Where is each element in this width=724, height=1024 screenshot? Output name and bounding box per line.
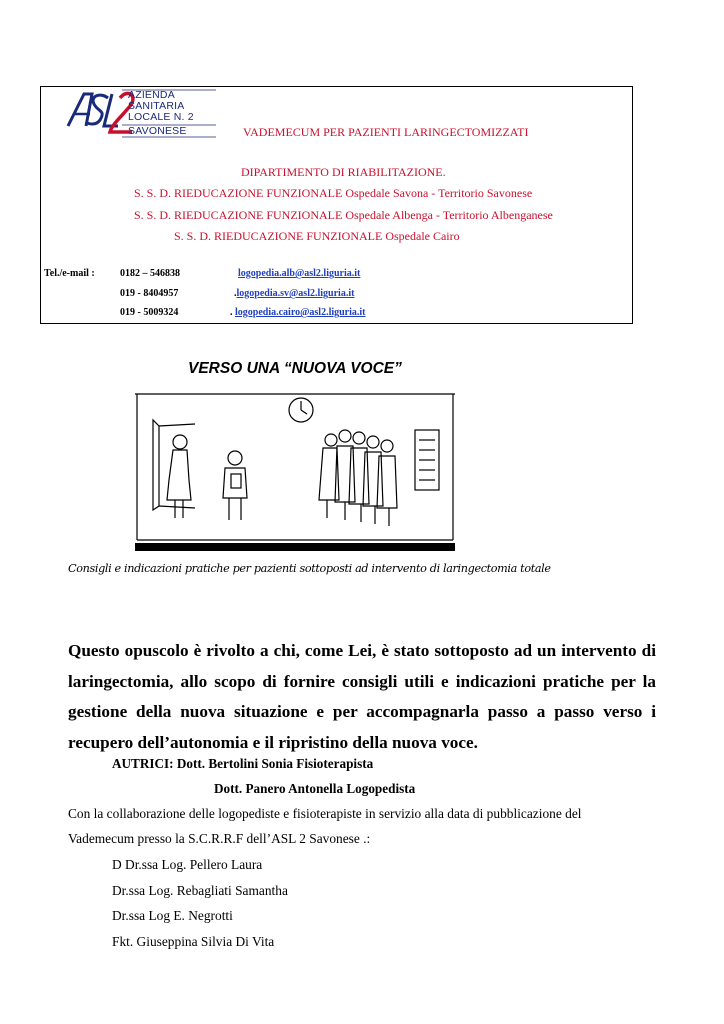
- phone-albenga: 0182 – 546838: [120, 268, 180, 279]
- staff-item: Fkt. Giuseppina Silvia Di Vita: [112, 934, 275, 949]
- page-title: VERSO UNA “NUOVA VOCE”: [188, 360, 402, 377]
- ssd-albenga: S. S. D. RIEDUCAZIONE FUNZIONALE Ospedale Albenga - Territorio Albenganese: [134, 208, 553, 222]
- logo-azienda: AZIENDA: [128, 89, 175, 101]
- staff-item: D Dr.ssa Log. Pellero Laura: [112, 857, 263, 872]
- ssd-savona: S. S. D. RIEDUCAZIONE FUNZIONALE Ospedale Savona - Territorio Savonese: [134, 186, 533, 200]
- asl2-logo: [66, 88, 216, 140]
- contacts-label: Tel./e-mail :: [44, 268, 95, 279]
- logo-savonese: SAVONESE: [128, 125, 187, 137]
- phone-cairo: 019 - 5009324: [120, 307, 179, 318]
- staff-item: Dr.ssa Log E. Negrotti: [112, 908, 233, 923]
- email-albenga-row: [238, 268, 360, 279]
- logo-locale: LOCALE N. 2: [128, 111, 194, 123]
- authors-line2: Dott. Panero Antonella Logopedista: [214, 781, 416, 796]
- authors-line1: AUTRICI: Dott. Bertolini Sonia Fisioterapista: [112, 756, 374, 771]
- collaboration-line2: Vademecum presso la S.C.R.R.F dell’ASL 2 Savonese .:: [68, 831, 371, 846]
- email-cairo-prefix: .: [230, 307, 235, 318]
- logo-sanitaria: SANITARIA: [128, 100, 185, 112]
- cartoon-illustration: [135, 390, 455, 552]
- email-cairo[interactable]: logopedia.cairo@asl2.liguria.it: [235, 307, 366, 318]
- intro-paragraph: Questo opuscolo è rivolto a chi, come Lei, è stato sottoposto ad un intervento di laringectomia, allo scopo di fornire consigli utili e indicazioni pratiche per la gestione della nuova situazione e per accompagnarla passo a passo verso i recupero dell’autonomia e il ripristino della nuova voce.: [68, 641, 656, 752]
- dipartimento: DIPARTIMENTO DI RIABILITAZIONE.: [241, 165, 446, 179]
- phone-savona: 019 - 8404957: [120, 288, 179, 299]
- email-savona[interactable]: logopedia.sv@asl2.liguria.it: [236, 288, 355, 299]
- clock-icon: [289, 398, 313, 422]
- collaboration-line1: Con la collaborazione delle logopediste e fisioterapiste in servizio alla data di pubblicazione del: [68, 806, 582, 821]
- email-albenga[interactable]: logopedia.alb@asl2.liguria.it: [238, 268, 361, 279]
- email-savona-row: [234, 288, 354, 299]
- email-cairo-row: [230, 307, 366, 318]
- staff-item: Dr.ssa Log. Rebagliati Samantha: [112, 883, 288, 898]
- ssd-cairo: S. S. D. RIEDUCAZIONE FUNZIONALE Ospedale Cairo: [174, 229, 460, 243]
- vademecum-title: VADEMECUM PER PAZIENTI LARINGECTOMIZZATI: [243, 125, 529, 139]
- illustration-caption: Consigli e indicazioni pratiche per pazienti sottoposti ad intervento di laringectomia totale: [68, 562, 551, 575]
- email-savona-prefix: .: [234, 288, 237, 299]
